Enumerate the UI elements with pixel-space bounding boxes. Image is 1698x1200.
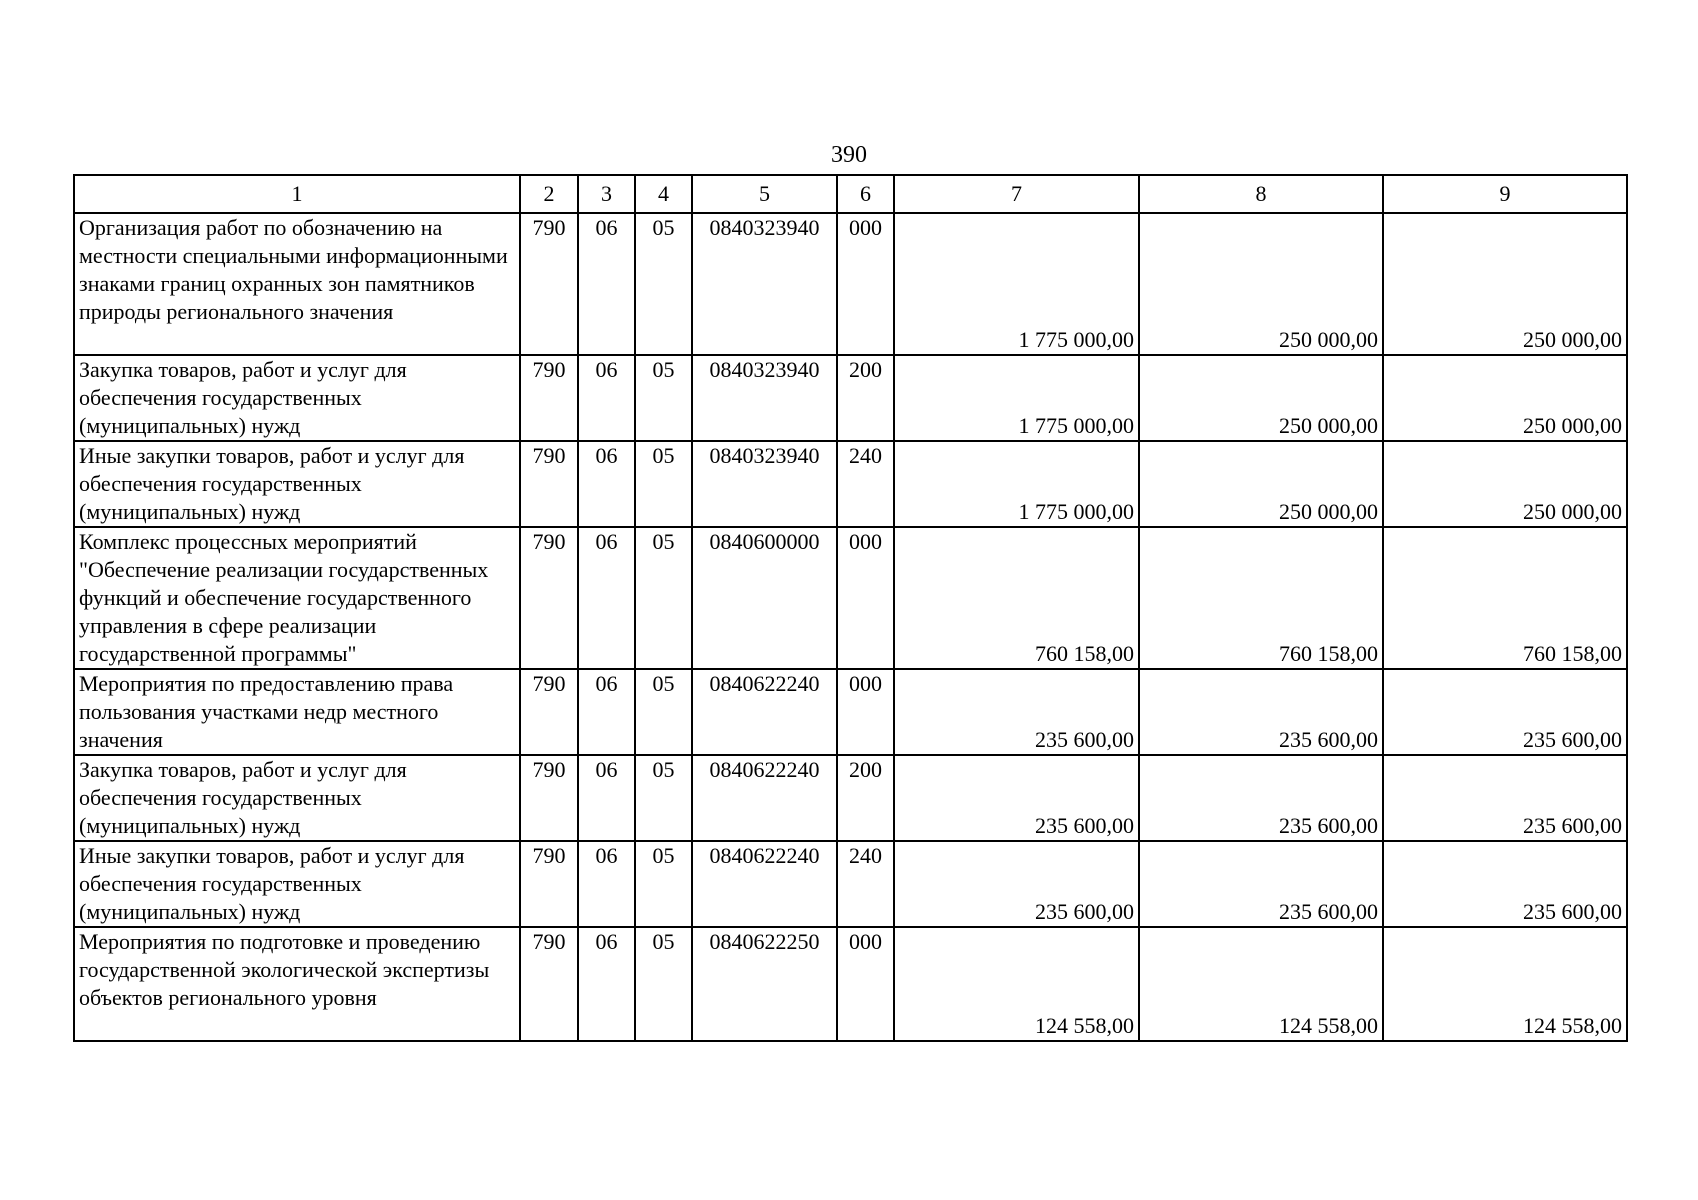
amount-col9: 235 600,00 <box>1383 669 1627 755</box>
column-header: 2 <box>520 175 578 213</box>
expense-type-code: 000 <box>837 927 894 1041</box>
row-name: Мероприятия по предоставлению права пользования участками недр местного значения <box>74 669 520 755</box>
column-header: 1 <box>74 175 520 213</box>
amount-col8: 235 600,00 <box>1139 841 1383 927</box>
row-name: Организация работ по обозначению на местности специальными информационными знаками границ охранных зон памятников природы регионального значения <box>74 213 520 355</box>
ministry-code: 790 <box>520 927 578 1041</box>
ministry-code: 790 <box>520 355 578 441</box>
column-header: 3 <box>578 175 635 213</box>
section-code: 06 <box>578 927 635 1041</box>
column-number-row <box>74 175 1627 213</box>
row-name: Закупка товаров, работ и услуг для обеспечения государственных (муниципальных) нужд <box>74 355 520 441</box>
target-article-code: 0840600000 <box>692 527 837 669</box>
amount-col8: 760 158,00 <box>1139 527 1383 669</box>
amount-col9: 235 600,00 <box>1383 755 1627 841</box>
amount-col7: 1 775 000,00 <box>894 441 1139 527</box>
target-article-code: 0840323940 <box>692 355 837 441</box>
target-article-code: 0840622240 <box>692 669 837 755</box>
ministry-code: 790 <box>520 527 578 669</box>
expense-type-code: 240 <box>837 441 894 527</box>
amount-col7: 235 600,00 <box>894 669 1139 755</box>
subsection-code: 05 <box>635 669 692 755</box>
subsection-code: 05 <box>635 355 692 441</box>
table-row <box>74 213 1627 355</box>
budget-table <box>73 174 1628 1042</box>
amount-col9: 250 000,00 <box>1383 213 1627 355</box>
expense-type-code: 200 <box>837 755 894 841</box>
target-article-code: 0840622240 <box>692 755 837 841</box>
subsection-code: 05 <box>635 527 692 669</box>
table-row <box>74 841 1627 927</box>
row-name: Мероприятия по подготовке и проведению государственной экологической экспертизы объектов регионального уровня <box>74 927 520 1041</box>
table-row <box>74 355 1627 441</box>
target-article-code: 0840323940 <box>692 441 837 527</box>
amount-col8: 250 000,00 <box>1139 213 1383 355</box>
subsection-code: 05 <box>635 755 692 841</box>
amount-col9: 250 000,00 <box>1383 355 1627 441</box>
row-name: Иные закупки товаров, работ и услуг для обеспечения государственных (муниципальных) нужд <box>74 441 520 527</box>
amount-col9: 760 158,00 <box>1383 527 1627 669</box>
target-article-code: 0840622240 <box>692 841 837 927</box>
subsection-code: 05 <box>635 441 692 527</box>
row-name: Комплекс процессных мероприятий "Обеспечение реализации государственных функций и обеспечение государственного управления в сфере реализации государственной программы" <box>74 527 520 669</box>
amount-col7: 1 775 000,00 <box>894 213 1139 355</box>
subsection-code: 05 <box>635 213 692 355</box>
amount-col8: 250 000,00 <box>1139 441 1383 527</box>
ministry-code: 790 <box>520 669 578 755</box>
amount-col7: 124 558,00 <box>894 927 1139 1041</box>
subsection-code: 05 <box>635 927 692 1041</box>
column-header: 6 <box>837 175 894 213</box>
subsection-code: 05 <box>635 841 692 927</box>
amount-col9: 235 600,00 <box>1383 841 1627 927</box>
row-name: Иные закупки товаров, работ и услуг для обеспечения государственных (муниципальных) нужд <box>74 841 520 927</box>
amount-col7: 235 600,00 <box>894 841 1139 927</box>
table-row <box>74 669 1627 755</box>
section-code: 06 <box>578 669 635 755</box>
target-article-code: 0840323940 <box>692 213 837 355</box>
table-row <box>74 927 1627 1041</box>
amount-col7: 760 158,00 <box>894 527 1139 669</box>
section-code: 06 <box>578 441 635 527</box>
page-number: 390 <box>831 142 867 168</box>
amount-col8: 235 600,00 <box>1139 669 1383 755</box>
expense-type-code: 000 <box>837 213 894 355</box>
expense-type-code: 240 <box>837 841 894 927</box>
section-code: 06 <box>578 355 635 441</box>
amount-col7: 235 600,00 <box>894 755 1139 841</box>
expense-type-code: 000 <box>837 669 894 755</box>
column-header: 5 <box>692 175 837 213</box>
target-article-code: 0840622250 <box>692 927 837 1041</box>
column-header: 4 <box>635 175 692 213</box>
amount-col7: 1 775 000,00 <box>894 355 1139 441</box>
ministry-code: 790 <box>520 755 578 841</box>
amount-col8: 235 600,00 <box>1139 755 1383 841</box>
row-name: Закупка товаров, работ и услуг для обеспечения государственных (муниципальных) нужд <box>74 755 520 841</box>
column-header: 8 <box>1139 175 1383 213</box>
amount-col9: 250 000,00 <box>1383 441 1627 527</box>
column-header: 9 <box>1383 175 1627 213</box>
table-row <box>74 755 1627 841</box>
table-row <box>74 527 1627 669</box>
ministry-code: 790 <box>520 213 578 355</box>
amount-col8: 250 000,00 <box>1139 355 1383 441</box>
expense-type-code: 200 <box>837 355 894 441</box>
amount-col8: 124 558,00 <box>1139 927 1383 1041</box>
section-code: 06 <box>578 841 635 927</box>
section-code: 06 <box>578 527 635 669</box>
ministry-code: 790 <box>520 841 578 927</box>
amount-col9: 124 558,00 <box>1383 927 1627 1041</box>
section-code: 06 <box>578 755 635 841</box>
expense-type-code: 000 <box>837 527 894 669</box>
section-code: 06 <box>578 213 635 355</box>
ministry-code: 790 <box>520 441 578 527</box>
column-header: 7 <box>894 175 1139 213</box>
table-row <box>74 441 1627 527</box>
